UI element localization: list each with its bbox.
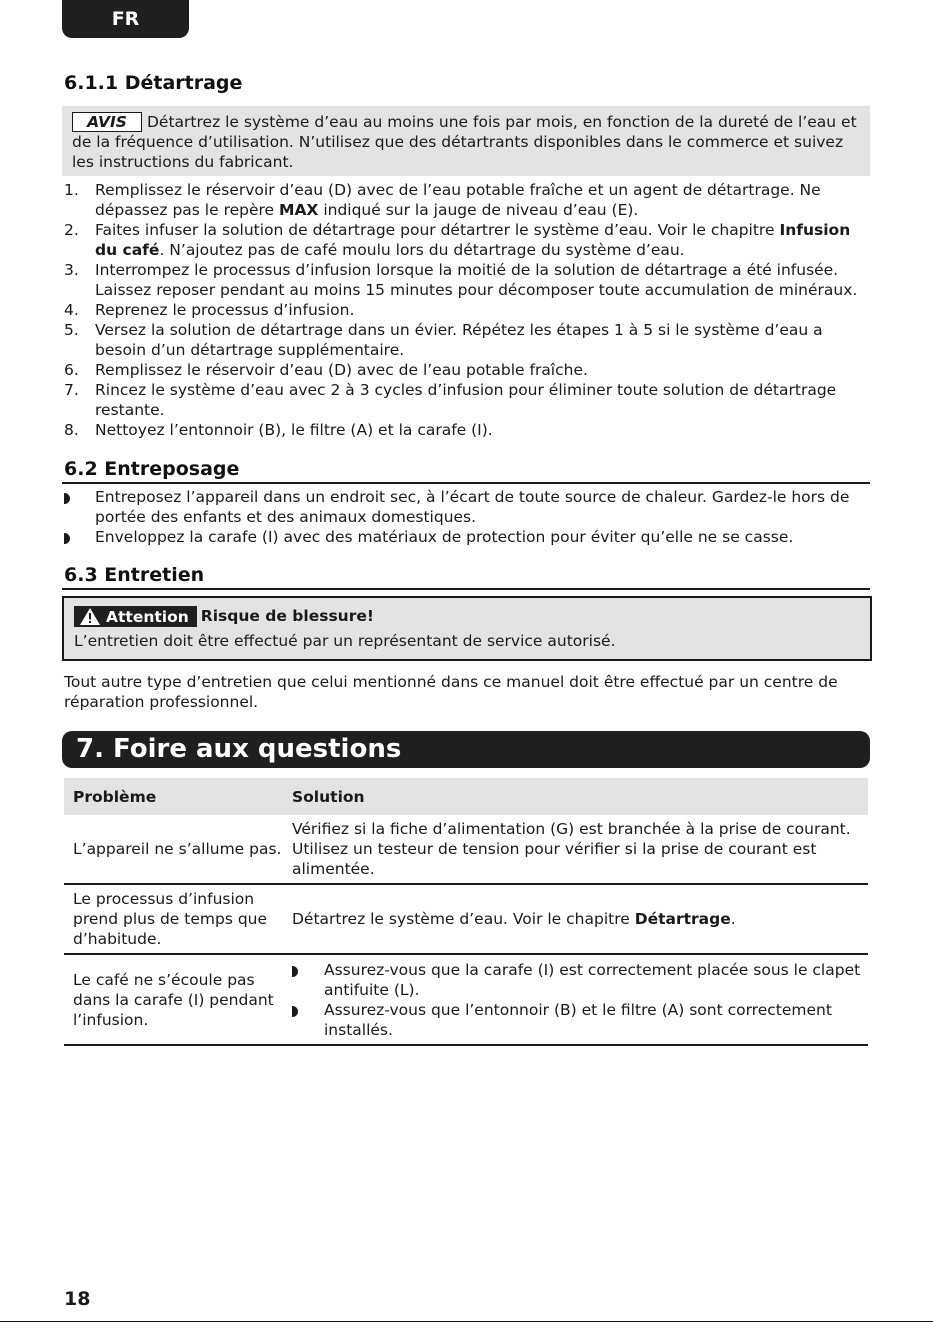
table-row xyxy=(64,815,868,885)
bullet-icon xyxy=(292,966,298,977)
language-tab: FR xyxy=(62,0,189,38)
faq-table xyxy=(64,778,868,1046)
list-item: Assurez-vous que la carafe (I) est correctement placée sous le clapet antifuite (L). xyxy=(292,960,868,1000)
notice-box xyxy=(62,106,870,176)
step-item: 2. Faites infuser la solution de détartrage pour détartrer le système d’eau. Voir le chapitre Infusion du café. N’ajoutez pas de café moulu lors du détartrage du système d’eau. xyxy=(64,221,851,259)
page-number: 18 xyxy=(64,1288,91,1310)
notice-text: Détartrez le système d’eau au moins une fois par mois, en fonction de la dureté de l’eau et de la fréquence d’utilisation. N’utilisez que des détartrants disponibles dans le commerce et suivez les instructions du fabricant. xyxy=(72,113,857,171)
step-item: 6. Remplissez le réservoir d’eau (D) avec de l’eau potable fraîche. xyxy=(64,361,588,379)
section-heading-descaling: 6.1.1 Détartrage xyxy=(64,72,243,94)
table-header xyxy=(64,778,868,815)
solution-cell xyxy=(284,955,868,1044)
step-item: 3. Interrompez le processus d’infusion lorsque la moitié de la solution de détartrage a été infusée. Laissez reposer pendant au moins 15 minutes pour décomposer toute accumulation de minéraux. xyxy=(64,261,858,299)
footer-divider xyxy=(0,1321,933,1322)
maintenance-paragraph: Tout autre type d’entretien que celui mentionné dans ce manuel doit être effectué par un centre de réparation professionnel. xyxy=(64,673,838,711)
notice-label: AVIS xyxy=(72,112,142,132)
warning-icon xyxy=(80,608,100,625)
list-item: Enveloppez la carafe (I) avec des matériaux de protection pour éviter qu’elle ne se casse. xyxy=(64,527,872,547)
solution-cell: Vérifiez si la fiche d’alimentation (G) est branchée à la prise de courant. Utilisez un testeur de tension pour vérifier si la prise de courant est alimentée. xyxy=(292,820,851,878)
column-header-solution: Solution xyxy=(292,787,365,806)
bullet-icon xyxy=(292,1006,298,1017)
chapter-title: 7. Foire aux questions xyxy=(62,731,870,768)
problem-cell: L’appareil ne s’allume pas. xyxy=(73,840,282,858)
list-item: Entreposez l’appareil dans un endroit sec, à l’écart de toute source de chaleur. Gardez-le hors de portée des enfants et des animaux domestiques. xyxy=(64,487,872,527)
step-item: 5. Versez la solution de détartrage dans un évier. Répétez les étapes 1 à 5 si le système d’eau a besoin d’un détartrage supplémentaire. xyxy=(64,321,823,359)
attention-text: L’entretien doit être effectué par un représentant de service autorisé. xyxy=(74,632,616,650)
step-item: 8. Nettoyez l’entonnoir (B), le filtre (A) et la carafe (I). xyxy=(64,421,493,439)
bullet-icon xyxy=(64,533,70,544)
solution-cell: Détartrez le système d’eau. Voir le chapitre Détartrage. xyxy=(292,910,736,928)
section-heading-storage: 6.2 Entreposage xyxy=(64,458,240,480)
problem-cell: Le processus d’infusion prend plus de temps que d’habitude. xyxy=(73,890,268,948)
section-heading-maintenance: 6.3 Entretien xyxy=(64,564,205,586)
step-item: 1. Remplissez le réservoir d’eau (D) avec de l’eau potable fraîche et un agent de détartrage. Ne dépassez pas le repère MAX indiqué sur la jauge de niveau d’eau (E). xyxy=(64,181,821,219)
heading-divider xyxy=(62,482,870,484)
table-row xyxy=(64,885,868,955)
attention-title: Risque de blessure! xyxy=(200,607,374,625)
attention-box xyxy=(62,596,872,661)
attention-label: Attention xyxy=(74,606,197,627)
heading-divider xyxy=(62,588,870,590)
bullet-icon xyxy=(64,493,70,504)
problem-cell: Le café ne s’écoule pas dans la carafe (I) pendant l’infusion. xyxy=(73,970,274,1029)
column-header-problem: Problème xyxy=(73,787,157,806)
step-item: 4. Reprenez le processus d’infusion. xyxy=(64,301,355,319)
step-item: 7. Rincez le système d’eau avec 2 à 3 cycles d’infusion pour éliminer toute solution de détartrage restante. xyxy=(64,381,837,419)
storage-list xyxy=(64,487,872,547)
descaling-steps xyxy=(64,180,872,440)
table-row xyxy=(64,955,868,1046)
list-item: Assurez-vous que l’entonnoir (B) et le filtre (A) sont correctement installés. xyxy=(292,1000,868,1040)
